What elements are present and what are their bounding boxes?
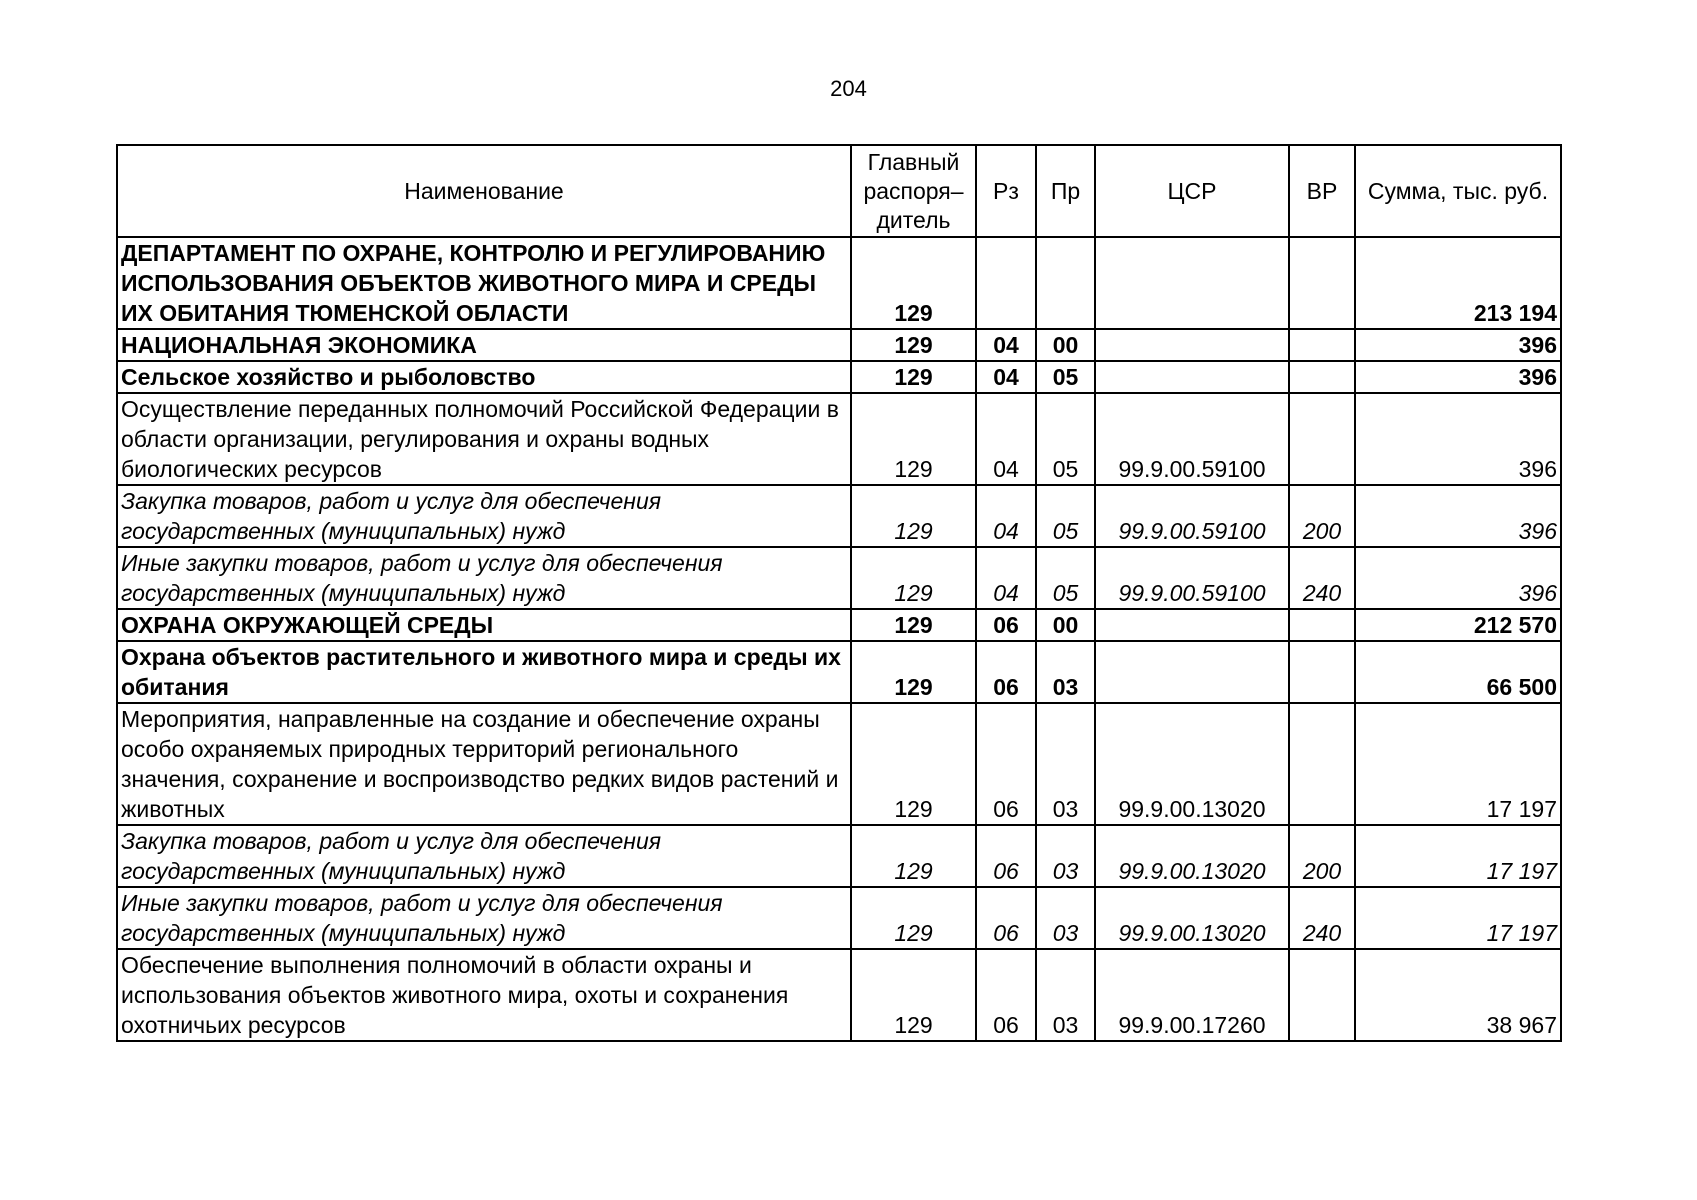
cell-vr	[1289, 703, 1355, 825]
cell-name: НАЦИОНАЛЬНАЯ ЭКОНОМИКА	[117, 329, 851, 361]
cell-vr	[1289, 641, 1355, 703]
cell-name: Закупка товаров, работ и услуг для обеспечения государственных (муниципальных) нужд	[117, 485, 851, 547]
cell-pr: 03	[1036, 641, 1095, 703]
cell-csr	[1095, 609, 1289, 641]
header-vr: ВР	[1289, 145, 1355, 237]
cell-rz: 06	[976, 887, 1036, 949]
cell-csr	[1095, 641, 1289, 703]
cell-vr	[1289, 609, 1355, 641]
cell-glavny: 129	[851, 361, 976, 393]
header-glavny: Главный распоря–дитель	[851, 145, 976, 237]
cell-pr	[1036, 237, 1095, 329]
cell-sum: 396	[1355, 329, 1561, 361]
cell-rz: 06	[976, 949, 1036, 1041]
table-row	[117, 547, 1561, 609]
cell-name: Иные закупки товаров, работ и услуг для обеспечения государственных (муниципальных) нужд	[117, 547, 851, 609]
cell-pr: 05	[1036, 361, 1095, 393]
table-row	[117, 329, 1561, 361]
cell-sum: 396	[1355, 547, 1561, 609]
cell-pr: 05	[1036, 485, 1095, 547]
cell-name: Охрана объектов растительного и животного мира и среды их обитания	[117, 641, 851, 703]
budget-table	[116, 144, 1562, 1042]
page-number: 204	[830, 76, 867, 101]
cell-glavny: 129	[851, 237, 976, 329]
cell-sum: 396	[1355, 393, 1561, 485]
table-row	[117, 703, 1561, 825]
cell-glavny: 129	[851, 609, 976, 641]
cell-csr: 99.9.00.13020	[1095, 825, 1289, 887]
cell-sum: 213 194	[1355, 237, 1561, 329]
cell-csr: 99.9.00.59100	[1095, 393, 1289, 485]
cell-pr: 00	[1036, 329, 1095, 361]
header-name: Наименование	[117, 145, 851, 237]
header-pr: Пр	[1036, 145, 1095, 237]
cell-vr	[1289, 949, 1355, 1041]
cell-glavny: 129	[851, 485, 976, 547]
table-row	[117, 609, 1561, 641]
cell-name: Обеспечение выполнения полномочий в области охраны и использования объектов животного мира, охоты и сохранения охотничьих ресурсов	[117, 949, 851, 1041]
cell-vr: 240	[1289, 547, 1355, 609]
cell-csr: 99.9.00.17260	[1095, 949, 1289, 1041]
cell-csr: 99.9.00.13020	[1095, 703, 1289, 825]
cell-vr: 240	[1289, 887, 1355, 949]
cell-vr	[1289, 237, 1355, 329]
header-sum: Сумма, тыс. руб.	[1355, 145, 1561, 237]
cell-sum: 17 197	[1355, 703, 1561, 825]
cell-rz: 06	[976, 825, 1036, 887]
cell-pr: 00	[1036, 609, 1095, 641]
cell-vr: 200	[1289, 825, 1355, 887]
cell-glavny: 129	[851, 825, 976, 887]
cell-vr: 200	[1289, 485, 1355, 547]
cell-rz: 04	[976, 329, 1036, 361]
cell-rz: 04	[976, 361, 1036, 393]
cell-csr	[1095, 329, 1289, 361]
cell-name: Иные закупки товаров, работ и услуг для обеспечения государственных (муниципальных) нужд	[117, 887, 851, 949]
table-row	[117, 825, 1561, 887]
cell-name: Осуществление переданных полномочий Российской Федерации в области организации, регулирования и охраны водных биологических ресурсов	[117, 393, 851, 485]
cell-glavny: 129	[851, 949, 976, 1041]
header-rz: Рз	[976, 145, 1036, 237]
cell-pr: 05	[1036, 547, 1095, 609]
table-row	[117, 361, 1561, 393]
cell-name: Мероприятия, направленные на создание и обеспечение охраны особо охраняемых природных территорий регионального значения, сохранение и воспроизводство редких видов растений и животных	[117, 703, 851, 825]
cell-rz	[976, 237, 1036, 329]
cell-rz: 04	[976, 547, 1036, 609]
cell-vr	[1289, 393, 1355, 485]
cell-csr	[1095, 237, 1289, 329]
cell-rz: 06	[976, 609, 1036, 641]
cell-pr: 03	[1036, 825, 1095, 887]
table-header-row	[117, 145, 1561, 237]
cell-pr: 03	[1036, 703, 1095, 825]
cell-sum: 38 967	[1355, 949, 1561, 1041]
cell-pr: 05	[1036, 393, 1095, 485]
cell-glavny: 129	[851, 393, 976, 485]
cell-csr: 99.9.00.59100	[1095, 485, 1289, 547]
cell-vr	[1289, 329, 1355, 361]
cell-glavny: 129	[851, 329, 976, 361]
cell-pr: 03	[1036, 887, 1095, 949]
table-row	[117, 887, 1561, 949]
cell-name: Закупка товаров, работ и услуг для обеспечения государственных (муниципальных) нужд	[117, 825, 851, 887]
cell-pr: 03	[1036, 949, 1095, 1041]
cell-rz: 06	[976, 703, 1036, 825]
cell-glavny: 129	[851, 641, 976, 703]
cell-glavny: 129	[851, 703, 976, 825]
cell-sum: 17 197	[1355, 825, 1561, 887]
cell-sum: 17 197	[1355, 887, 1561, 949]
cell-name: Сельское хозяйство и рыболовство	[117, 361, 851, 393]
cell-name: ДЕПАРТАМЕНТ ПО ОХРАНЕ, КОНТРОЛЮ И РЕГУЛИРОВАНИЮ ИСПОЛЬЗОВАНИЯ ОБЪЕКТОВ ЖИВОТНОГО МИРА И СРЕДЫ ИХ ОБИТАНИЯ ТЮМЕНСКОЙ ОБЛАСТИ	[117, 237, 851, 329]
cell-glavny: 129	[851, 547, 976, 609]
cell-rz: 04	[976, 393, 1036, 485]
cell-sum: 66 500	[1355, 641, 1561, 703]
table-row	[117, 485, 1561, 547]
table-row	[117, 237, 1561, 329]
table-row	[117, 393, 1561, 485]
cell-sum: 212 570	[1355, 609, 1561, 641]
cell-csr: 99.9.00.59100	[1095, 547, 1289, 609]
cell-rz: 06	[976, 641, 1036, 703]
header-csr: ЦСР	[1095, 145, 1289, 237]
cell-name: ОХРАНА ОКРУЖАЮЩЕЙ СРЕДЫ	[117, 609, 851, 641]
cell-sum: 396	[1355, 485, 1561, 547]
cell-vr	[1289, 361, 1355, 393]
cell-rz: 04	[976, 485, 1036, 547]
table-row	[117, 641, 1561, 703]
cell-csr: 99.9.00.13020	[1095, 887, 1289, 949]
cell-sum: 396	[1355, 361, 1561, 393]
table-row	[117, 949, 1561, 1041]
cell-csr	[1095, 361, 1289, 393]
cell-glavny: 129	[851, 887, 976, 949]
